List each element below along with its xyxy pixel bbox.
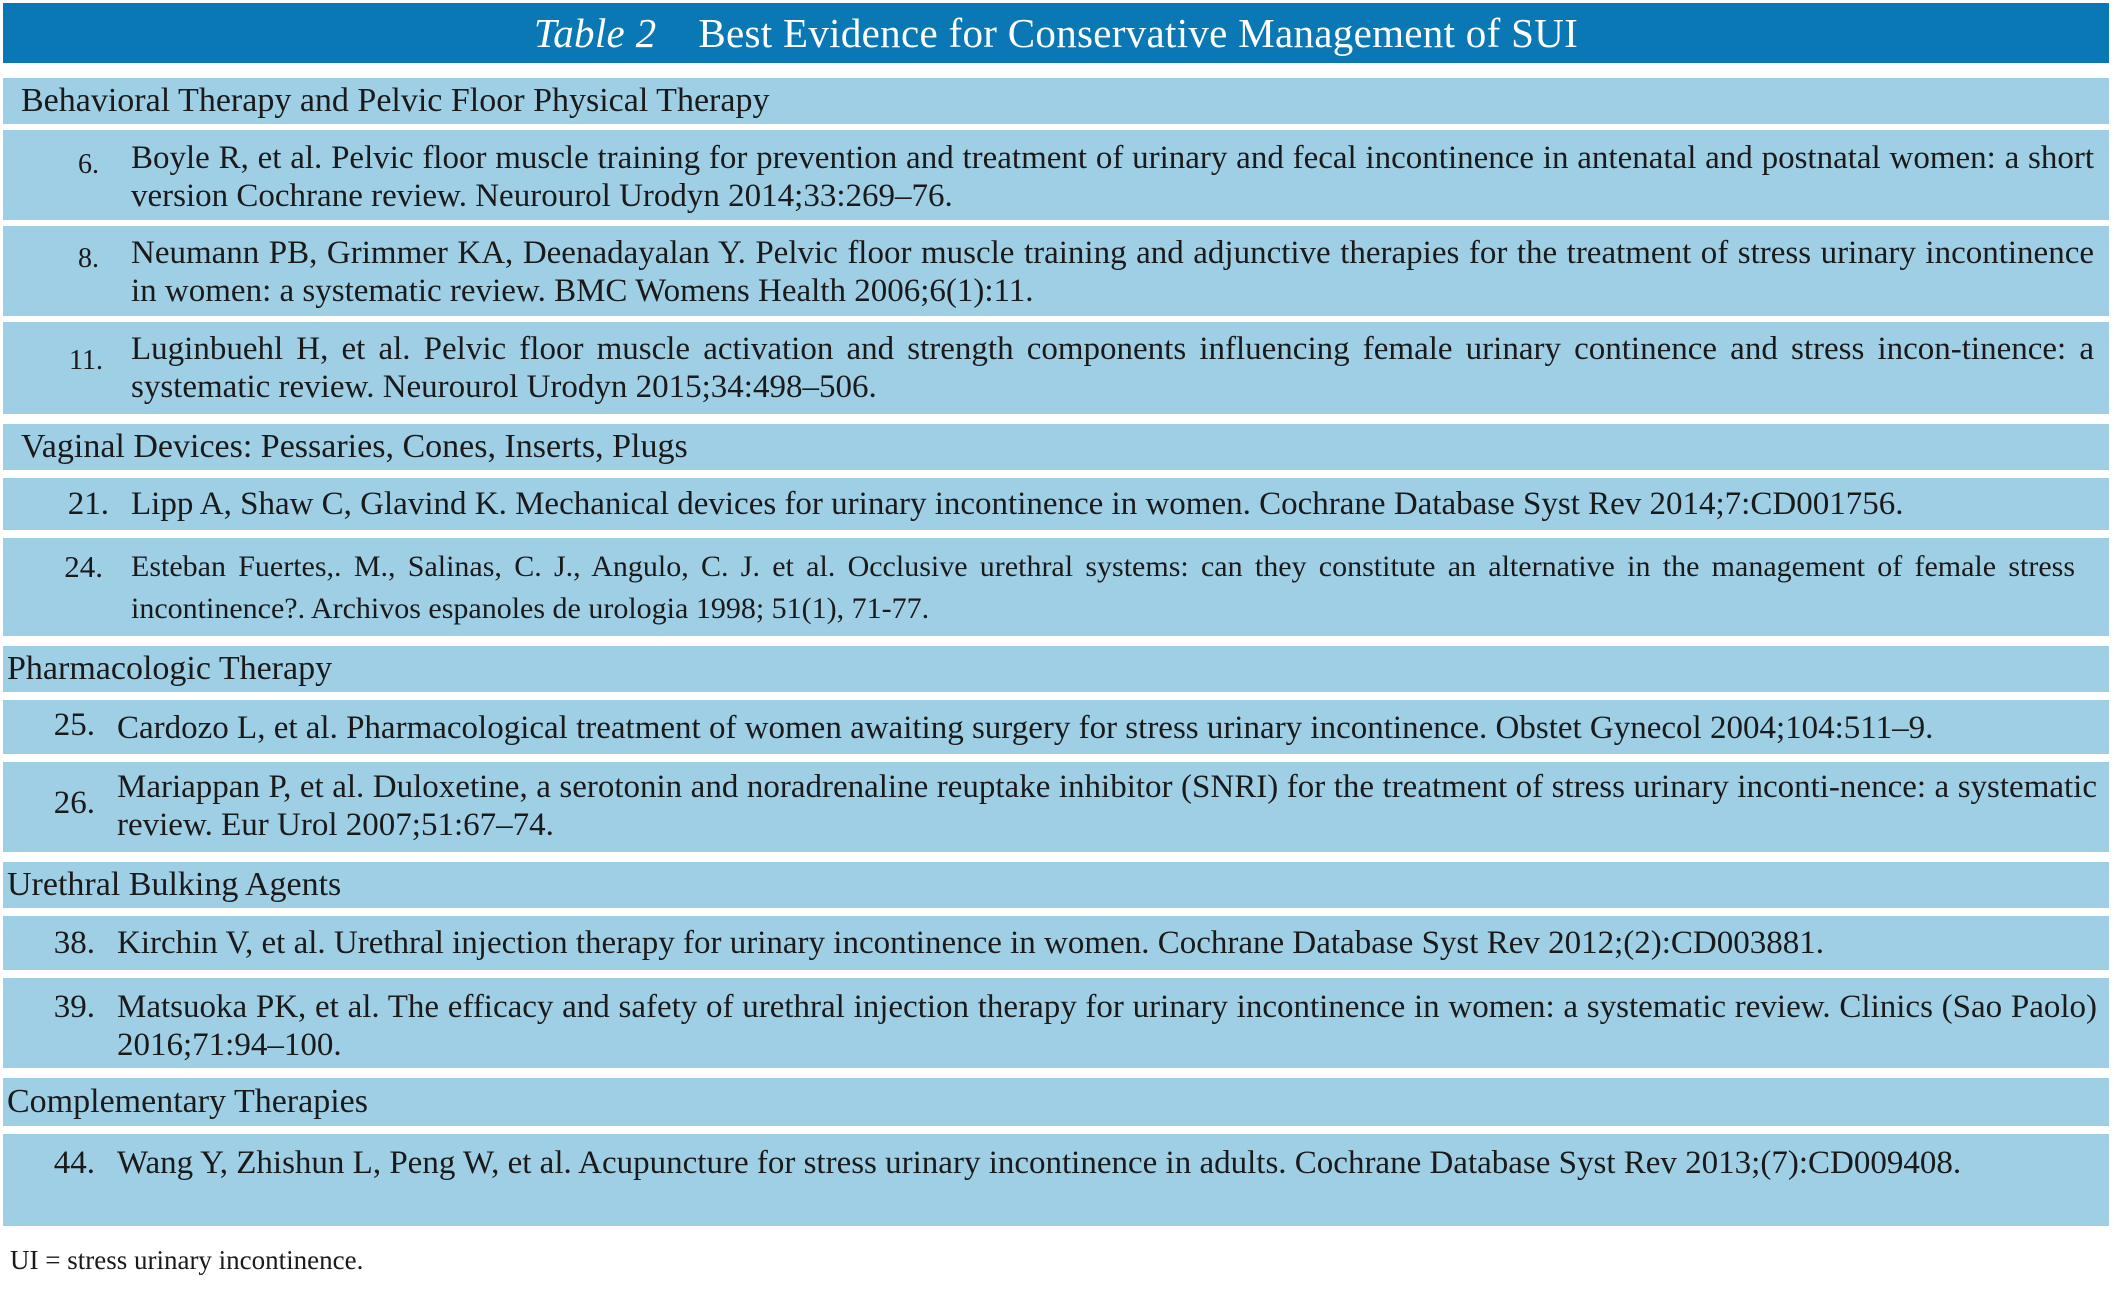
- section-heading: Urethral Bulking Agents: [3, 862, 2109, 908]
- reference-number: 21.: [67, 486, 109, 522]
- reference-text: Esteban Fuertes,. M., Salinas, C. J., Angulo, C. J. et al. Occlusive urethral systems: can they constitute an alternative in the management of female stress incontinence?. Archivos espanoles de urologia 1998; 51(1), 71-77.: [131, 550, 2075, 625]
- reference-number: 38.: [53, 925, 95, 961]
- reference-number: 24.: [64, 549, 103, 584]
- reference-row: [3, 978, 2109, 1068]
- reference-text: Cardozo L, et al. Pharmacological treatment of women awaiting surgery for stress urinary incontinence. Obstet Gynecol 2004;104:511–9.: [117, 710, 1934, 746]
- reference-number: 26.: [53, 785, 95, 821]
- reference-text: Neumann PB, Grimmer KA, Deenadayalan Y. Pelvic floor muscle training and adjunctive therapies for the treatment of stress urinary incontinence in women: a systematic review. BMC Womens Health 2006;6(1):11.: [131, 235, 2094, 309]
- reference-text: Matsuoka PK, et al. The efficacy and safety of urethral injection therapy for urinary incontinence in women: a systematic review. Clinics (Sao Paolo) 2016;71:94–100.: [117, 989, 2097, 1063]
- reference-text: Boyle R, et al. Pelvic floor muscle training for prevention and treatment of urinary and fecal incontinence in antenatal and postnatal women: a short version Cochrane review. Neurourol Urodyn 2014;33:269–76.: [131, 140, 2094, 214]
- section-heading: Vaginal Devices: Pessaries, Cones, Inserts, Plugs: [3, 424, 2109, 470]
- reference-row: [3, 538, 2109, 636]
- reference-row: [3, 1134, 2109, 1226]
- table-footnote: UI = stress urinary incontinence.: [10, 1245, 364, 1275]
- reference-row: [3, 762, 2109, 852]
- table-title: [3, 3, 2109, 63]
- section-heading: Complementary Therapies: [3, 1078, 2109, 1126]
- reference-row: [3, 916, 2109, 970]
- reference-number: 25.: [53, 707, 95, 743]
- reference-number: 44.: [53, 1145, 95, 1181]
- table-title-text: Best Evidence for Conservative Management of SUI: [698, 10, 1579, 56]
- reference-text: Mariappan P, et al. Duloxetine, a serotonin and noradrenaline reuptake inhibitor (SNRI) for the treatment of stress urinary inconti-nence: a systematic review. Eur Urol 2007;51:67–74.: [117, 769, 2097, 843]
- reference-text: Luginbuehl H, et al. Pelvic floor muscle activation and strength components influencing female urinary continence and stress incon-tinence: a systematic review. Neurourol Urodyn 2015;34:498–506.: [131, 331, 2094, 405]
- reference-number: 8.: [78, 243, 99, 274]
- reference-number: 6.: [78, 149, 99, 180]
- reference-number: 11.: [69, 345, 103, 376]
- reference-text: Lipp A, Shaw C, Glavind K. Mechanical devices for urinary incontinence in women. Cochrane Database Syst Rev 2014;7:CD001756.: [131, 486, 1904, 522]
- reference-row: [3, 478, 2109, 530]
- reference-row: [3, 130, 2109, 220]
- reference-row: [3, 322, 2109, 414]
- section-heading: Behavioral Therapy and Pelvic Floor Physical Therapy: [3, 78, 2109, 124]
- reference-text: Wang Y, Zhishun L, Peng W, et al. Acupuncture for stress urinary incontinence in adults. Cochrane Database Syst Rev 2013;(7):CD009408.: [117, 1145, 1962, 1181]
- table-label: Table 2: [533, 10, 657, 56]
- section-heading: Pharmacologic Therapy: [3, 646, 2109, 692]
- reference-row: [3, 226, 2109, 316]
- reference-row: [3, 700, 2109, 754]
- reference-text: Kirchin V, et al. Urethral injection therapy for urinary incontinence in women. Cochrane Database Syst Rev 2012;(2):CD003881.: [117, 925, 1825, 961]
- reference-number: 39.: [53, 989, 95, 1025]
